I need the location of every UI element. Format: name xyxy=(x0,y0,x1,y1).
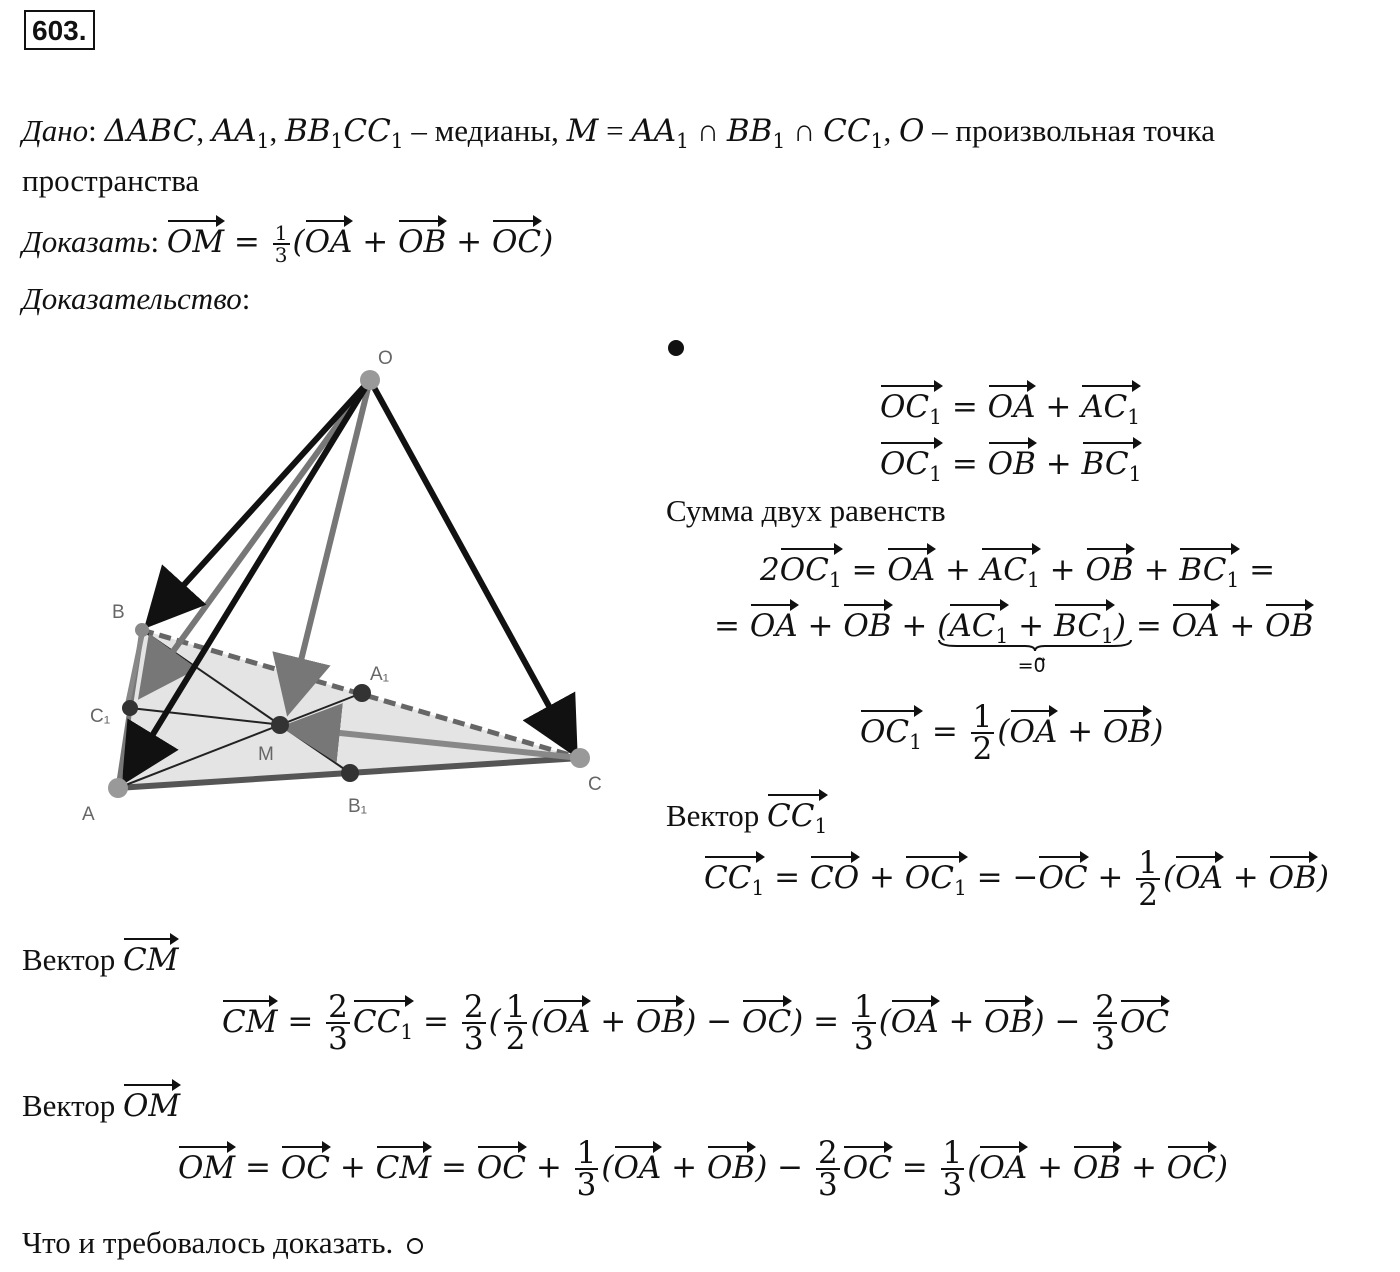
point-c1 xyxy=(122,700,138,716)
underbrace-zero: =0⃗ xyxy=(1017,655,1046,677)
prove-line: Доказать: OM = $\frac{1}{3}$ (OA + OB + OC) xyxy=(22,220,554,267)
sum-label: Сумма двух равенств xyxy=(666,493,946,528)
point-b1 xyxy=(341,764,359,782)
label-o: O xyxy=(378,348,393,369)
equation-cc1: $CC_1$ = CO + $OC_1 = -OC$ + $\frac{1}{2}$ (OA + OB) xyxy=(704,845,1329,913)
point-m xyxy=(271,716,289,734)
point-o xyxy=(360,370,380,390)
equation-oc1-oa: $OC_1$ = OA + $AC_1$ xyxy=(880,385,1140,437)
equation-cm: CM = $\frac{2}{3}$ $CC_1$ = $\frac{2}{3}$ ( $\frac{1}{2}$ (OA + OB) − OC) = $\frac{1}{3}$ (OA + OB) − $\frac{2}{3}$ OC xyxy=(222,989,1170,1057)
vector-cc1-label: Вектор xyxy=(666,798,760,833)
point-a1 xyxy=(353,684,371,702)
proof-label-line: Доказательство: xyxy=(22,281,251,316)
given-line: Дано: ΔABC, $AA_1$, $BB_1CC_1$ – медианы, $M = AA_1$ ∩ $BB_1$ ∩ $CC_1$, O – произвольная точка xyxy=(22,113,1216,154)
point-a xyxy=(108,778,128,798)
equation-2oc1: $2OC_1$ = OA + $AC_1$ + OB + $BC_1$ = xyxy=(760,548,1275,600)
conclusion-text: Что и требовалось доказать. xyxy=(22,1225,394,1260)
problem-number: 603. xyxy=(24,10,95,50)
vector-cm-line: Вектор CM xyxy=(22,938,178,980)
conclusion-line xyxy=(22,1224,423,1262)
equation-oc1-ob: $OC_1$ = OB + $BC_1$ xyxy=(880,442,1141,494)
vector-cc1-line: Вектор $CC_1$ xyxy=(666,794,827,846)
equation-sum-regroup: = OA + OB + $(AC_1 + BC_1)$ =0⃗ = OA + OB xyxy=(714,604,1313,656)
vector-oc xyxy=(370,380,572,748)
equation-om: OM = OC + CM = OC + $\frac{1}{3}$ (OA + OB) − $\frac{2}{3}$ OC = $\frac{1}{3}$ (OA + OB + OC) xyxy=(178,1135,1229,1203)
label-b: B xyxy=(112,602,125,623)
label-m: M xyxy=(258,744,274,765)
given-line-2: пространства xyxy=(22,163,200,198)
vector-ob xyxy=(152,380,370,620)
equation-oc1-half: $OC_1$ = $\frac{1}{2}$ (OA + OB) xyxy=(860,699,1164,767)
proof-label: Доказательство xyxy=(22,281,242,316)
point-b xyxy=(135,623,149,637)
vector-om-label: Вектор xyxy=(22,1088,116,1123)
bullet-icon xyxy=(668,340,684,356)
label-a: A xyxy=(82,804,95,825)
label-c1: C₁ xyxy=(90,706,111,727)
label-c: C xyxy=(588,774,602,795)
prove-label: Доказать xyxy=(22,224,151,259)
given-label: Дано xyxy=(22,113,89,148)
label-b1: B₁ xyxy=(348,796,368,817)
vector-oc1 xyxy=(145,380,370,690)
vector-om xyxy=(290,380,370,705)
vector-cm-label: Вектор xyxy=(22,942,116,977)
label-a1: A₁ xyxy=(370,664,390,685)
point-c xyxy=(570,748,590,768)
pyramid-figure xyxy=(60,330,640,840)
end-proof-icon xyxy=(407,1238,423,1254)
vector-om-line: Вектор OM xyxy=(22,1084,180,1126)
